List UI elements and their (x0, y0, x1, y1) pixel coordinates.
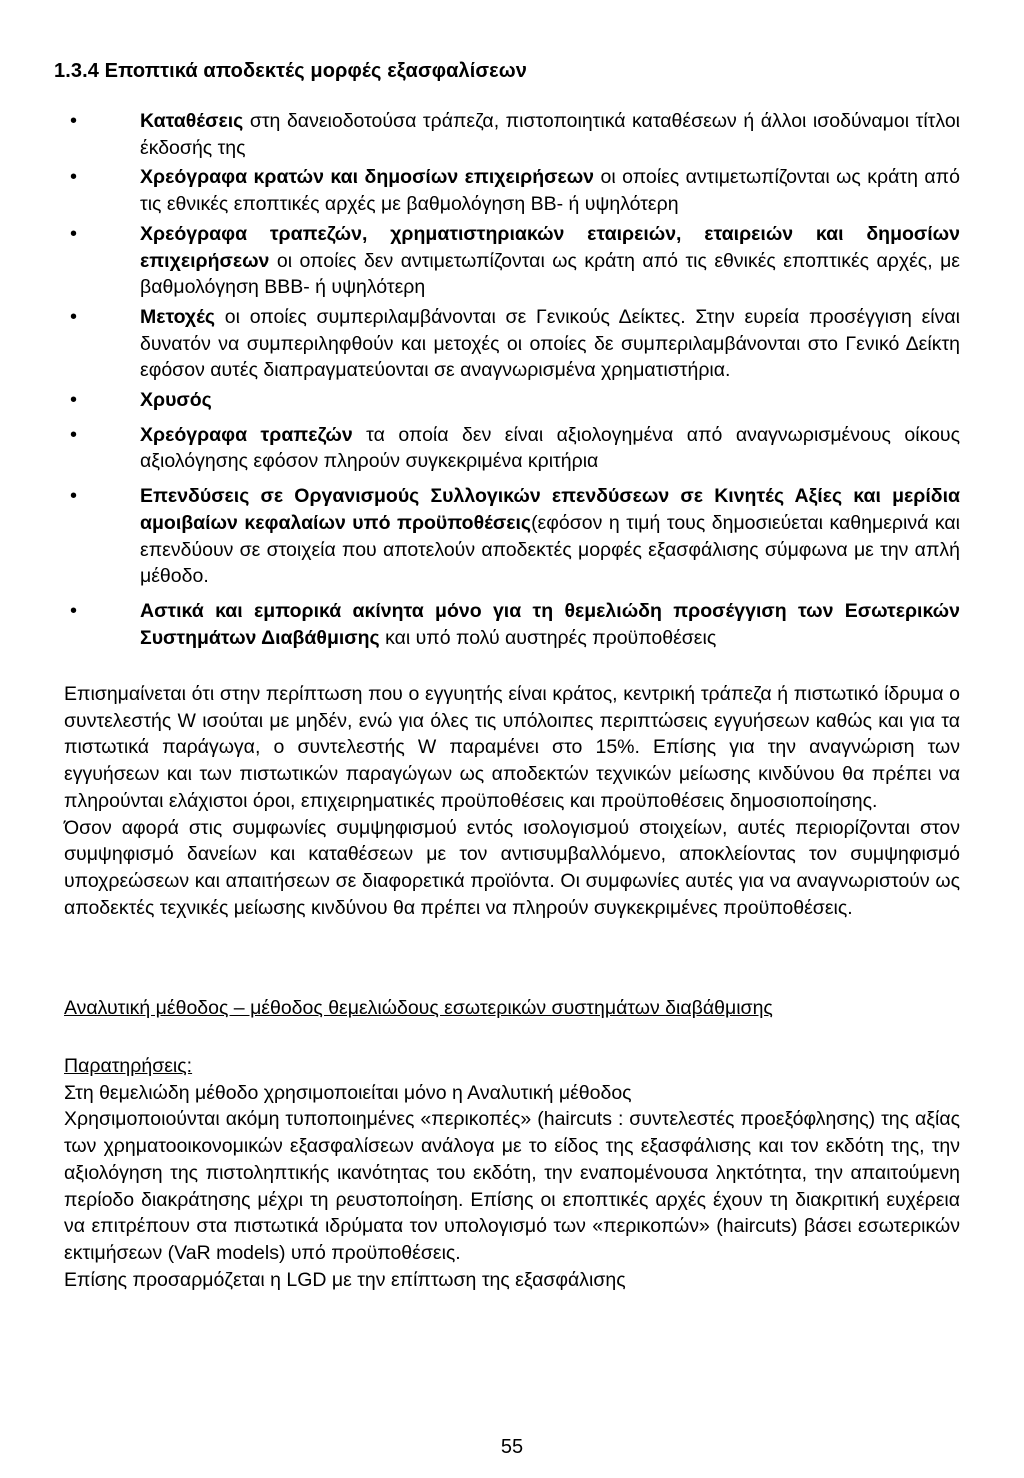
list-item-bold: Καταθέσεις (140, 110, 244, 132)
paragraph: Επισημαίνεται ότι στην περίπτωση που ο εγγυητής είναι κράτος, κεντρική τράπεζα ή πιστωτικό ίδρυμα ο συντελεστής W ισούται με μηδέν, ενώ για όλες τις υπόλοιπες περιπτώσεις εγγυήσεων καθώς και για τα πιστωτικά παράγωγα, ο συντελεστής W παραμένει στο 15%. Επίσης για την αναγνώριση των εγγυήσεων και των πιστωτικών παραγώγων ως αποδεκτών τεχνικών μείωσης κινδύνου θα πρέπει να πληρούνται ελάχιστοι όροι, επιχειρηματικές προϋποθέσεις και προϋποθέσεις δημοσιοποίησης. (64, 683, 960, 812)
list-item-bold: Χρεόγραφα κρατών και δημοσίων επιχειρήσεων (140, 166, 595, 189)
list-item-text: οι οποίες συμπεριλαμβάνονται σε Γενικούς Δείκτες. Στην ευρεία προσέγγιση είναι δυνατόν να συμπεριληφθούν και μετοχές οι οποίες δε συμπεριλαμβάνονται στο Γενικό Δείκτη εφόσον αυτές διαπραγματεύονται σε αναγνωρισμένα χρηματιστήρια. (140, 305, 960, 382)
bullet-icon: • (70, 389, 78, 412)
list-item-text: τα οποία δεν είναι αξιολογημένα από αναγνωρισμένους οίκους αξιολόγησης εφόσον πληρούν συγκεκριμένα κριτήρια (140, 423, 960, 473)
notes-heading: Παρατηρήσεις: (64, 1055, 193, 1077)
bullet-icon: • (70, 166, 78, 189)
list-item-text: οι οποίες δεν αντιμετωπίζονται ως κράτη από τις εθνικές εποπτικές αρχές, με βαθμολόγηση ΒΒΒ- ή υψηλότερη (140, 249, 960, 299)
collateral-list (66, 108, 960, 654)
method-heading: Αναλυτική μέθοδος – μέθοδος θεμελιώδους εσωτερικών συστημάτων διαβάθμισης (64, 997, 773, 1019)
list-item-text: στη δανειοδοτούσα τράπεζα, πιστοποιητικά καταθέσεων ή άλλοι ισοδύναμοι τίτλοι έκδοσής της (140, 110, 960, 159)
bullet-icon: • (70, 485, 78, 508)
list-item-bold: Μετοχές (140, 305, 216, 328)
list-item (66, 387, 960, 414)
list-item-text: οι οποίες αντιμετωπίζονται ως κράτη από τις εθνικές εποπτικές αρχές με βαθμολόγηση ΒΒ- ή υψηλότερη (140, 166, 960, 216)
note-line: Στη θεμελιώδη μέθοδο χρησιμοποιείται μόνο η Αναλυτική μέθοδος (64, 1081, 632, 1104)
list-item (66, 598, 960, 651)
bullet-icon: • (70, 110, 78, 132)
bullet-icon: • (70, 305, 78, 328)
note-line: Χρησιμοποιούνται ακόμη τυποποιημένες «περικοπές» (haircuts : συντελεστές προεξόφλησης) της αξίας των χρηματοοικονομικών εξασφαλίσεων ανάλογα με το είδος της εξασφάλισης και τον εκδότη της, την αξιολόγηση της πιστοληπτικής ικανότητας του εκδότη, την εναπομένουσα ληκτότητα, την απαιτούμενη περίοδο διακράτησης μέχρι τη ρευστοποίηση. Επίσης οι εποπτικές αρχές έχουν τη διακριτική ευχέρεια να επιτρέπουν στα πιστωτικά ιδρύματα τον υπολογισμό των «περικοπών» (haircuts) βάσει εσωτερικών εκτιμήσεων (VaR models) υπό προϋποθέσεις. (64, 1108, 960, 1264)
list-item-text: και υπό πολύ αυστηρές προϋποθέσεις (379, 626, 717, 649)
list-item (66, 108, 960, 161)
paragraph: Όσον αφορά στις συμφωνίες συμψηφισμού εντός ισολογισμού στοιχείων, αυτές περιορίζονται στον συμψηφισμό δανείων και καταθέσεων με τον αντισυμβαλλόμενο, αποκλείοντας τον συμψηφισμό υποχρεώσεων και απαιτήσεων σε διαφορετικά προϊόντα. Οι συμφωνίες αυτές για να αναγνωριστούν ως αποδεκτές τεχνικές μείωσης κινδύνου θα πρέπει να πληρούν συγκεκριμένες προϋποθέσεις. (64, 816, 960, 919)
list-item-text: (εφόσον η τιμή τους δημοσιεύεται καθημερινά και επενδύουν σε στοιχεία που αποτελούν αποδεκτές μορφές εξασφάλισης σύμφωνα με την απλή μέθοδο. (140, 511, 960, 588)
bullet-icon: • (70, 423, 78, 446)
note-line: Επίσης προσαρμόζεται η LGD με την επίπτωση της εξασφάλισης (64, 1268, 626, 1291)
body-text (64, 681, 960, 921)
list-item (66, 304, 960, 384)
list-item (66, 164, 960, 217)
list-item (66, 422, 960, 475)
bullet-icon: • (70, 599, 78, 622)
page-number: 55 (500, 1436, 524, 1458)
list-item-bold: Αστικά και εμπορικά ακίνητα μόνο για τη θεμελιώδη προσέγγιση των Εσωτερικών Συστημάτων Διαβάθμισης (140, 599, 960, 649)
list-item (66, 483, 960, 590)
list-item-bold: Χρεόγραφα τραπεζών, χρηματιστηριακών εταιρειών, εταιρειών και δημοσίων επιχειρήσεων (140, 222, 960, 272)
list-item (66, 221, 960, 301)
list-item-bold: Επενδύσεις σε Οργανισμούς Συλλογικών επενδύσεων σε Κινητές Αξίες και μερίδια αμοιβαίων κεφαλαίων υπό προϋποθέσεις (140, 485, 960, 534)
bullet-icon: • (70, 222, 78, 245)
notes-section (64, 1053, 960, 1293)
list-item-bold: Χρεόγραφα τραπεζών (140, 423, 353, 446)
section-title: 1.3.4 Εποπτικά αποδεκτές μορφές εξασφαλίσεων (54, 60, 527, 82)
list-item-bold: Χρυσός (140, 389, 212, 412)
